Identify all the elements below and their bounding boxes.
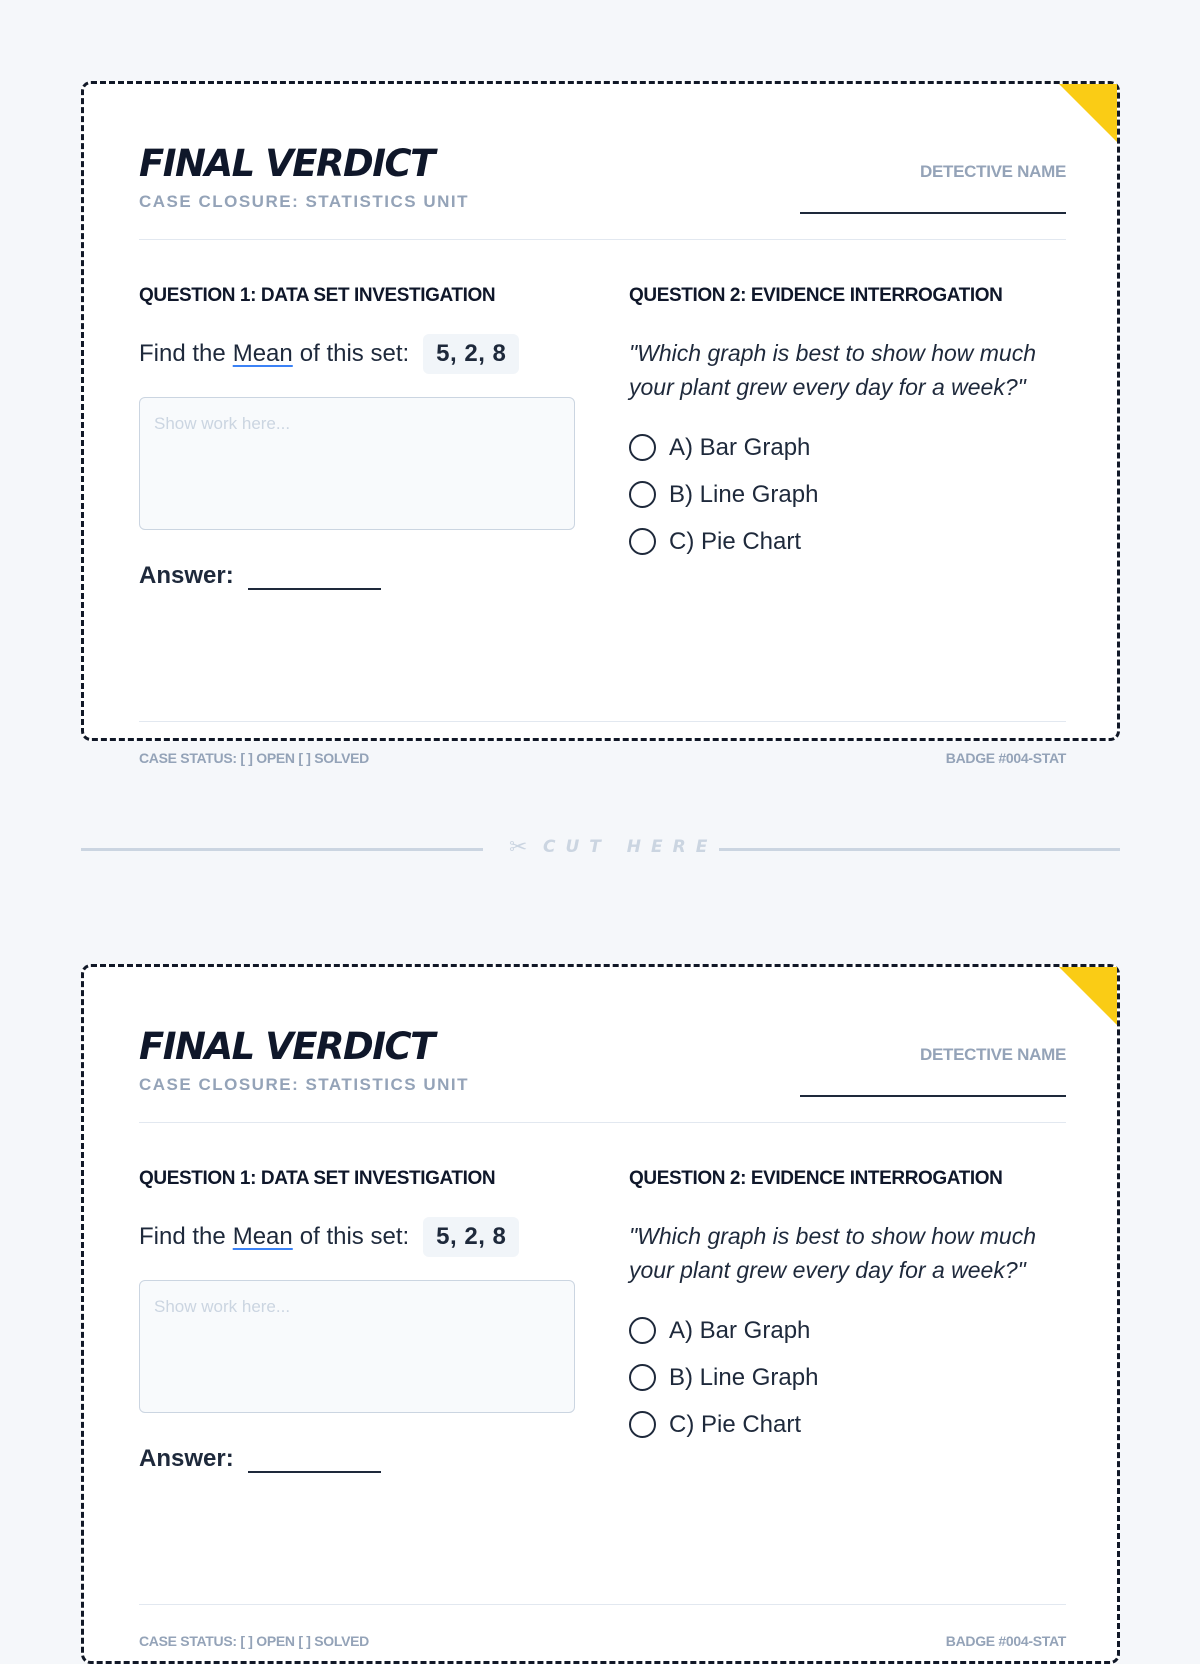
badge-number: BADGE #004-STAT [945,1633,1066,1649]
question-1-prompt [139,1216,575,1258]
option-label: B) Line Graph [669,480,819,508]
question-2-title: QUESTION 2: EVIDENCE INTERROGATION [629,1168,1003,1189]
option-a[interactable] [629,424,1066,471]
card-title: FINAL VERDICT [139,142,434,185]
answer-label: Answer: [139,1445,234,1472]
card-footer [139,1604,1066,1649]
option-label: B) Line Graph [669,1363,819,1391]
answer-options [629,1307,1066,1448]
radio-button[interactable] [629,481,656,508]
option-b[interactable] [629,1354,1066,1401]
card-subtitle: CASE CLOSURE: STATISTICS UNIT [139,1075,469,1094]
option-c[interactable] [629,518,1066,565]
show-work-area[interactable]: Show work here... [139,397,575,530]
question-2-text: "Which graph is best to show how much your plant grew every day for a week?" [629,340,1037,400]
corner-flag [1059,967,1117,1025]
radio-button[interactable] [629,434,656,461]
question-2-text: "Which graph is best to show how much your plant grew every day for a week?" [629,1223,1037,1283]
question-1-title: QUESTION 1: DATA SET INVESTIGATION [139,285,496,306]
question-2 [629,1167,1066,1448]
data-set-badge: 5, 2, 8 [423,1217,519,1257]
option-c[interactable] [629,1401,1066,1448]
prompt-text: Find the [139,1223,226,1250]
show-work-area[interactable]: Show work here... [139,1280,575,1413]
answer-options [629,424,1066,565]
option-label: A) Bar Graph [669,433,811,461]
card-title: FINAL VERDICT [139,1025,434,1068]
question-1 [139,1167,575,1473]
cut-line [81,848,483,851]
case-status: CASE STATUS: [ ] OPEN [ ] SOLVED [139,750,369,766]
question-1 [139,284,575,590]
verdict-card [81,964,1120,1664]
detective-name-field[interactable] [800,212,1066,214]
card-header [139,144,1066,240]
option-label: A) Bar Graph [669,1316,811,1344]
radio-button[interactable] [629,1364,656,1391]
option-a[interactable] [629,1307,1066,1354]
data-set-badge: 5, 2, 8 [423,334,519,374]
option-label: C) Pie Chart [669,1410,802,1438]
option-b[interactable] [629,471,1066,518]
badge-number: BADGE #004-STAT [945,750,1066,766]
corner-flag [1059,84,1117,142]
answer-row [139,1445,575,1473]
prompt-keyword: Mean [232,1223,293,1250]
answer-field[interactable] [248,1453,381,1473]
prompt-text: Find the [139,340,226,367]
prompt-text: of this set: [299,340,410,367]
radio-button[interactable] [629,1411,656,1438]
card-footer [139,721,1066,766]
detective-name-label: DETECTIVE NAME [920,1045,1066,1064]
detective-name-field[interactable] [800,1095,1066,1097]
card-subtitle: CASE CLOSURE: STATISTICS UNIT [139,192,469,211]
card-header [139,1027,1066,1123]
case-status: CASE STATUS: [ ] OPEN [ ] SOLVED [139,1633,369,1649]
radio-button[interactable] [629,528,656,555]
prompt-keyword: Mean [232,340,293,367]
option-label: C) Pie Chart [669,527,802,555]
detective-name-label: DETECTIVE NAME [920,162,1066,181]
question-1-prompt [139,333,575,375]
answer-field[interactable] [248,570,381,590]
radio-button[interactable] [629,1317,656,1344]
answer-row [139,562,575,590]
cut-line [719,848,1120,851]
prompt-text: of this set: [299,1223,410,1250]
scissors-icon: ✂ [509,834,528,859]
question-1-title: QUESTION 1: DATA SET INVESTIGATION [139,1168,496,1189]
answer-label: Answer: [139,562,234,589]
question-2-title: QUESTION 2: EVIDENCE INTERROGATION [629,285,1003,306]
verdict-card [81,81,1120,766]
question-2 [629,284,1066,565]
cut-label: CUT HERE [543,837,718,857]
cut-divider [81,834,1120,859]
